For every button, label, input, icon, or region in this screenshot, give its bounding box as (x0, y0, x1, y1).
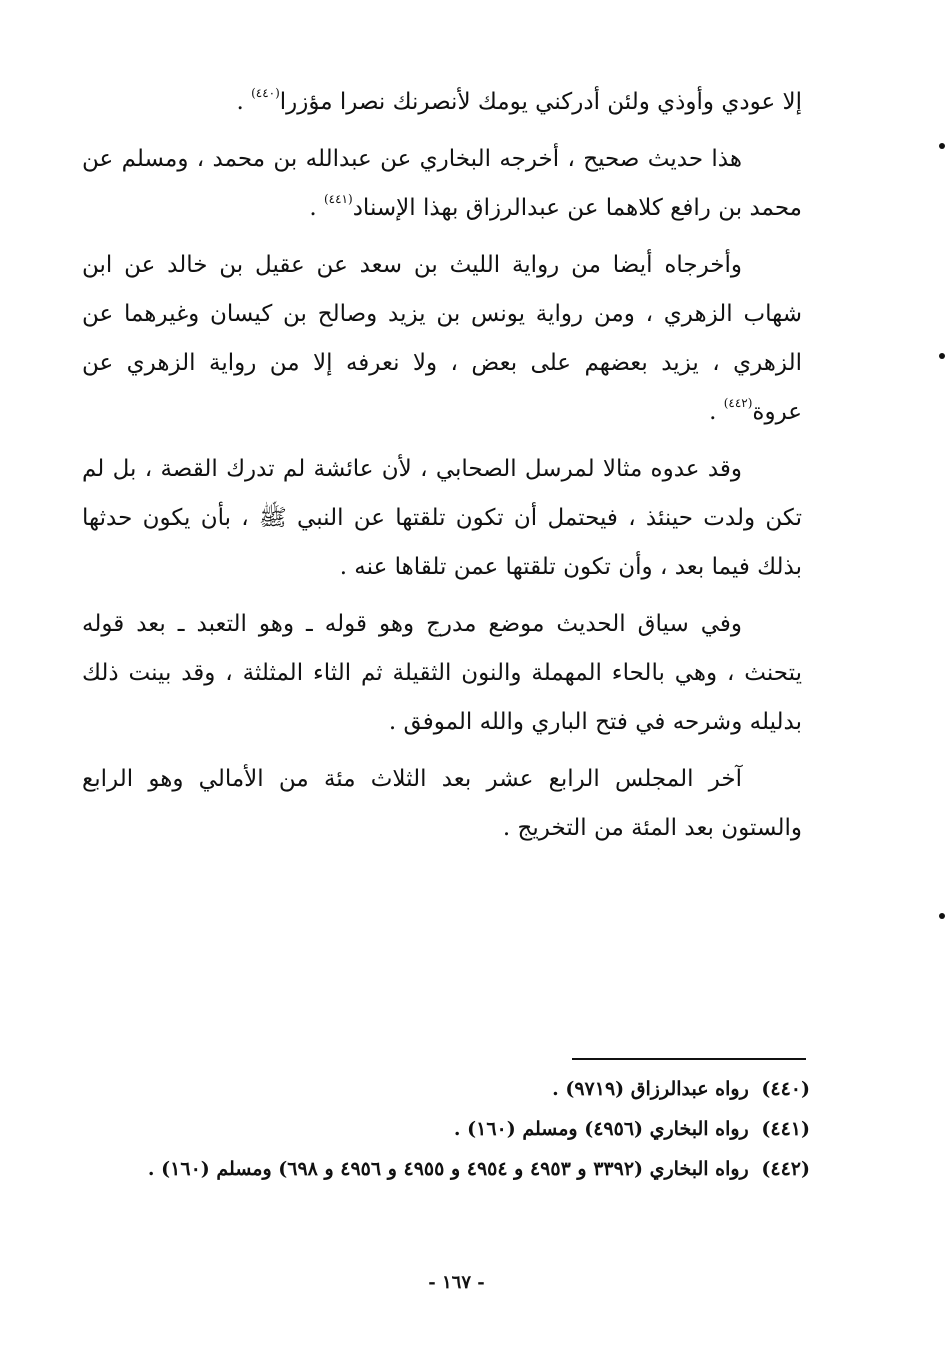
footnote-ref-442: (٤٤٢) (723, 396, 753, 410)
footnote-divider (572, 1058, 806, 1060)
footnote-440-text: رواه عبدالرزاق (٩٧١٩) . (552, 1078, 749, 1100)
paragraph-3-tail: . (709, 399, 717, 425)
paragraph-1-tail: . (236, 89, 244, 115)
paragraph-3 (82, 241, 802, 437)
paragraph-2-text: هذا حديث صحيح ، أخرجه البخاري عن عبدالله بن محمد ، ومسلم عن محمد بن رافع كلاهما عن عبدالرزاق بهذا الإسناد (82, 146, 802, 221)
paragraph-4-text: وقد عدوه مثالا لمرسل الصحابي ، لأن عائشة لم تدرك القصة ، بل لم تكن ولدت حينئذ ، فيحتمل أن تكون تلقتها عن النبي ﷺ ، بأن يكون حدثها بذلك فيما بعد ، وأن تكون تلقتها عمن تلقاها عنه . (82, 456, 803, 580)
footnote-441 (100, 1110, 810, 1148)
footnotes (100, 1070, 810, 1190)
footnote-441-number: (٤٤١) (761, 1118, 810, 1140)
margin-mark (939, 913, 945, 919)
footnote-ref-441: (٤٤١) (323, 192, 353, 206)
paragraph-6 (82, 755, 802, 853)
footnote-ref-440: (٤٤٠) (251, 86, 280, 100)
paragraph-4 (82, 445, 802, 592)
paragraph-2 (82, 135, 802, 233)
paragraph-1 (82, 78, 802, 127)
paragraph-5 (82, 600, 802, 747)
paragraph-5-text: وفي سياق الحديث موضع مدرج وهو قوله ـ وهو التعبد ـ بعد قوله يتحنث ، وهي بالحاء المهملة والنون الثقيلة ثم الثاء المثلثة ، وقد بينت ذلك بدليله وشرحه في فتح الباري والله الموفق . (82, 611, 802, 735)
paragraph-2-tail: . (309, 195, 317, 221)
main-text (82, 78, 802, 861)
paragraph-1-text: إلا عودي وأوذي ولئن أدركني يومك لأنصرنك نصرا مؤزرا (279, 89, 802, 115)
paragraph-6-text: آخر المجلس الرابع عشر بعد الثلاث مئة من الأمالي وهو الرابع والستون بعد المئة من التخريج . (82, 766, 802, 841)
footnote-440-number: (٤٤٠) (761, 1078, 810, 1100)
footnote-441-text: رواه البخاري (٤٩٥٦) ومسلم (١٦٠) . (453, 1118, 749, 1140)
footnote-440 (100, 1070, 810, 1108)
paragraph-3-text: وأخرجاه أيضا من رواية الليث بن سعد عن عقيل بن خالد عن ابن شهاب الزهري ، ومن رواية يونس بن يزيد وصالح بن كيسان وغيرهما عن الزهري ، يزيد بعضهم على بعض ، ولا نعرفه إلا من رواية الزهري عن عروة (82, 252, 802, 425)
footnote-442-text: رواه البخاري (٣٣٩٢ و ٤٩٥٣ و ٤٩٥٤ و ٤٩٥٥ و ٤٩٥٦ و ٦٩٨) ومسلم (١٦٠) . (147, 1158, 749, 1180)
footnote-442 (100, 1150, 810, 1188)
page-number: - ١٦٧ - (428, 1272, 485, 1293)
margin-mark (939, 353, 945, 359)
footnote-442-number: (٤٤٢) (761, 1158, 810, 1180)
margin-mark (939, 143, 945, 149)
